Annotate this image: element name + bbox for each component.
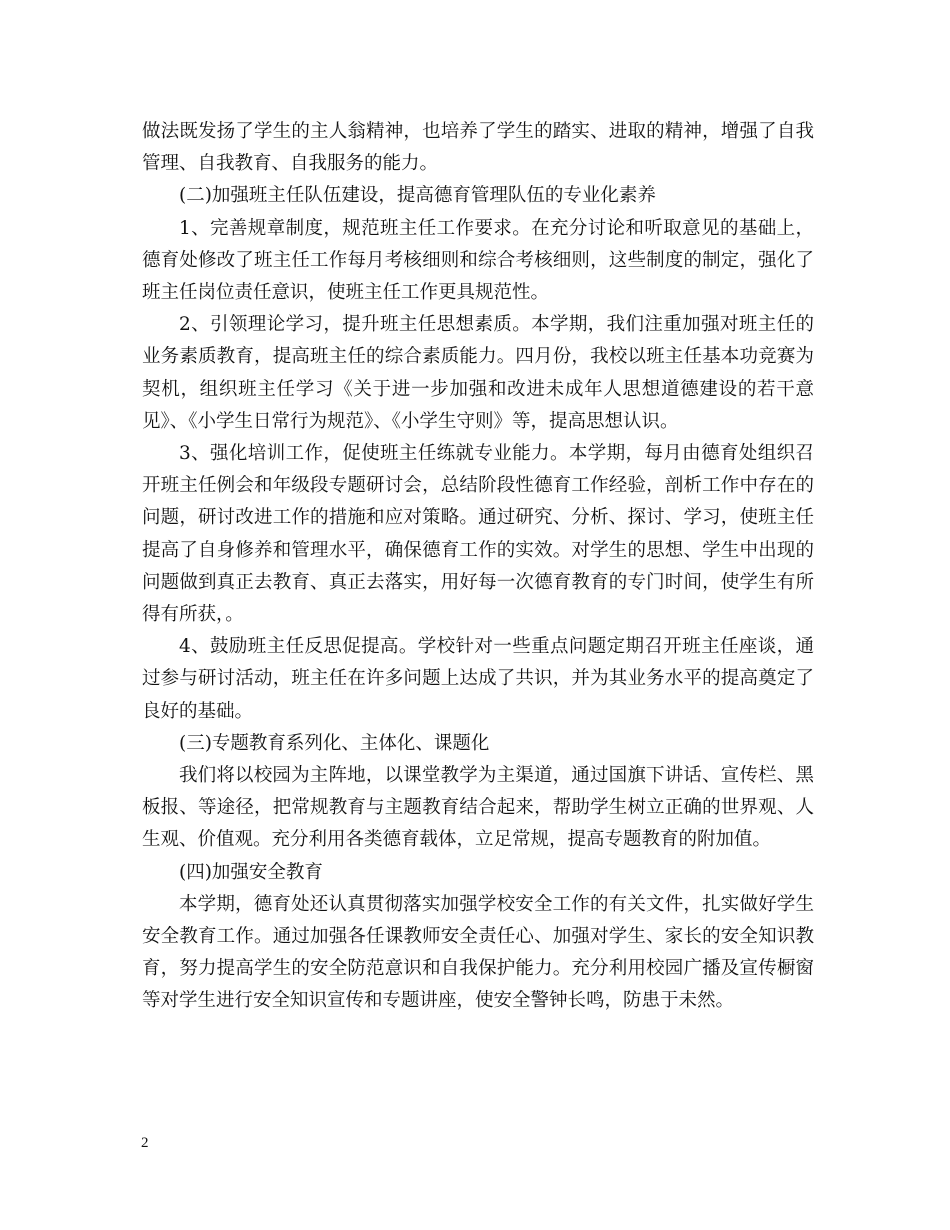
section-heading-4: (四)加强安全教育 [179, 861, 323, 883]
paragraph-item-2: 2、引领理论学习，提升班主任思想素质。本学期，我们注重加强对班主任的业务素质教育，提高班主任的综合素质能力。四月份，我校以班主任基本功竞赛为契机，组织班主任学习《关于进一步加强和改进未成年人思想道德建设的若干意见》、《小学生日常行为规范》、《小学生守则》等，提高思想认识。 [142, 314, 814, 432]
paragraph-item-3: 3、强化培训工作，促使班主任练就专业能力。本学期，每月由德育处组织召开班主任例会和年级段专题研讨会，总结阶段性德育工作经验，剖析工作中存在的问题，研讨改进工作的措施和应对策略。通过研究、分析、探讨、学习，使班主任提高了自身修养和管理水平，确保德育工作的实效。对学生的思想、学生中出现的问题做到真正去教育、真正去落实，用好每一次德育教育的专门时间，使学生有所得有所获，。 [142, 443, 814, 626]
page-number: 2 [141, 1135, 149, 1151]
paragraph-continuation: 做法既发扬了学生的主人翁精神，也培养了学生的踏实、进取的精神，增强了自我管理、自我教育、自我服务的能力。 [142, 121, 814, 175]
section-heading-2: (二)加强班主任队伍建设，提高德育管理队伍的专业化素养 [179, 185, 656, 207]
paragraph-safety-education: 本学期，德育处还认真贯彻落实加强学校安全工作的有关文件，扎实做好学生安全教育工作。通过加强各任课教师安全责任心、加强对学生、家长的安全知识教育，努力提高学生的安全防范意识和自我保护能力。充分利用校园广播及宣传橱窗等对学生进行安全知识宣传和专题讲座，使安全警钟长鸣，防患于未然。 [142, 893, 814, 1012]
paragraph-item-4: 4、鼓励班主任反思促提高。学校针对一些重点问题定期召开班主任座谈，通过参与研讨活动，班主任在许多问题上达成了共识，并为其业务水平的提高奠定了良好的基础。 [142, 636, 814, 722]
section-heading-3: (三)专题教育系列化、主体化、课题化 [179, 732, 490, 754]
document-body [142, 116, 814, 1018]
paragraph-item-1: 1、完善规章制度，规范班主任工作要求。在充分讨论和听取意见的基础上，德育处修改了班主任工作每月考核细则和综合考核细则，这些制度的制定，强化了班主任岗位责任意识，使班主任工作更具规范性。 [142, 217, 814, 304]
paragraph-topic-education: 我们将以校园为主阵地，以课堂教学为主渠道，通过国旗下讲话、宣传栏、黑板报、等途径，把常规教育与主题教育结合起来，帮助学生树立正确的世界观、人生观、价值观。充分利用各类德育载体，立足常规，提高专题教育的附加值。 [142, 765, 814, 851]
